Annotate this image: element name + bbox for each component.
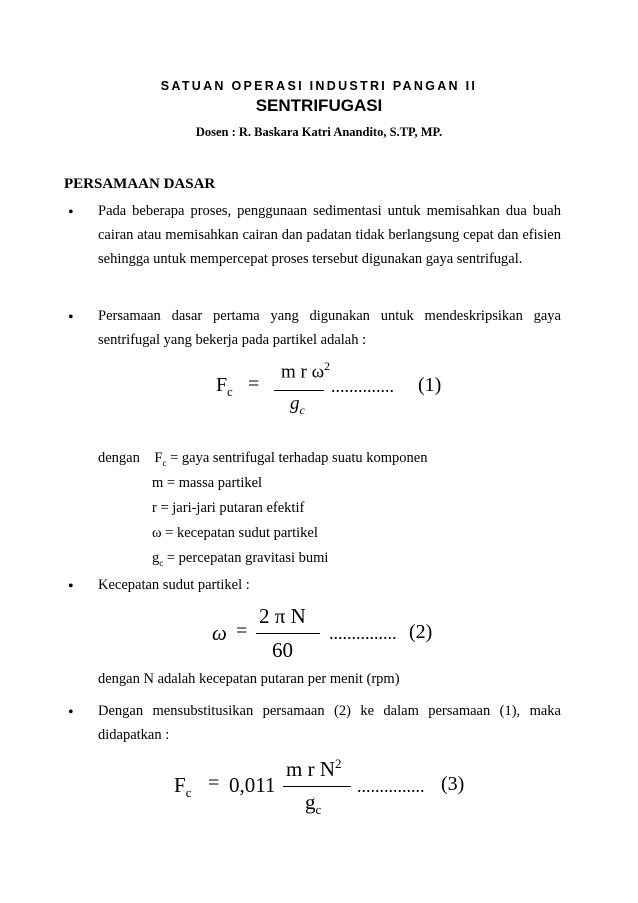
eq1-numerator: m r $\omega^2$ [281, 360, 331, 383]
course-title: SATUAN OPERASI INDUSTRI PANGAN II [160, 79, 478, 93]
bullet-icon: • [68, 578, 74, 595]
eq3-dots: ............... [357, 776, 425, 796]
section-title: PERSAMAAN DASAR [64, 176, 216, 192]
eq3-lhs: $F_c$ [174, 773, 192, 801]
bullet-icon: • [68, 204, 74, 221]
eq2-denominator: 60 [272, 638, 293, 662]
definition-row [152, 523, 318, 543]
bullet-paragraph-1: Pada beberapa proses, penggunaan sedimentasi untuk memisahkan dua buah cairan atau memisahkan cairan dan padatan tidak berlangsung cepat dan efisien sehingga untuk mempercepat proses tersebut digunakan gaya sentrifugal. [98, 203, 561, 267]
bullet-paragraph-3: Kecepatan sudut partikel : [98, 577, 250, 593]
definition-symbol: $g_c$ [152, 550, 164, 568]
eq3-denominator: $g_c$ [305, 790, 322, 818]
definition-text: = gaya sentrifugal terhadap suatu komponen [166, 450, 428, 466]
eq1-dots: .............. [331, 376, 394, 396]
bullet-paragraph-4: Dengan mensubstitusikan persamaan (2) ke dalam persamaan (1), maka didapatkan : [98, 703, 561, 743]
eq3-equals: = [208, 772, 220, 794]
definition-symbol: $F_c$ [154, 450, 167, 468]
eq1-lhs: $F_c$ [216, 374, 233, 399]
eq2-equals: = [236, 620, 248, 642]
eq2-fraction-bar [256, 633, 320, 634]
bullet-paragraph-2: Persamaan dasar pertama yang digunakan untuk mendeskripsikan gaya sentrifugal yang bekerja pada partikel adalah : [98, 308, 561, 348]
eq3-label: (3) [441, 773, 465, 795]
eq2-dots: ............... [329, 623, 397, 643]
eq3-coefficient: 0,011 [229, 773, 276, 797]
bullet-icon: • [68, 309, 74, 326]
eq2-lhs: ω [212, 621, 227, 645]
definition-text: = kecepatan sudut partikel [161, 525, 318, 541]
eq2-label: (2) [409, 621, 433, 643]
definition-row [152, 498, 304, 518]
rpm-note: dengan N adalah kecepatan putaran per menit (rpm) [98, 671, 400, 687]
eq1-fraction-bar [274, 390, 324, 391]
bullet-icon: • [68, 704, 74, 721]
eq1-equals: = [248, 373, 260, 395]
definition-symbol: r [152, 500, 157, 516]
definition-symbol: m [152, 475, 164, 491]
eq1-label: (1) [418, 374, 442, 396]
eq1-denominator: $g_c$ [290, 393, 305, 417]
definition-row [98, 448, 428, 473]
definition-text: = massa partikel [163, 475, 263, 491]
definition-text: = jari-jari putaran efektif [156, 500, 305, 516]
lecturer-line: Dosen : R. Baskara Katri Anandito, S.TP, MP. [195, 125, 443, 139]
definition-row [152, 473, 262, 493]
definition-symbol: ω [152, 525, 162, 541]
definition-intro: dengan [98, 450, 140, 466]
definition-text: = percepatan gravitasi bumi [163, 550, 329, 566]
eq2-numerator: 2 π N [259, 604, 306, 628]
definition-row [152, 548, 328, 573]
eq3-fraction-bar [283, 786, 351, 787]
document-title: SENTRIFUGASI [255, 96, 383, 115]
eq3-numerator: m r $N^2$ [286, 756, 342, 781]
